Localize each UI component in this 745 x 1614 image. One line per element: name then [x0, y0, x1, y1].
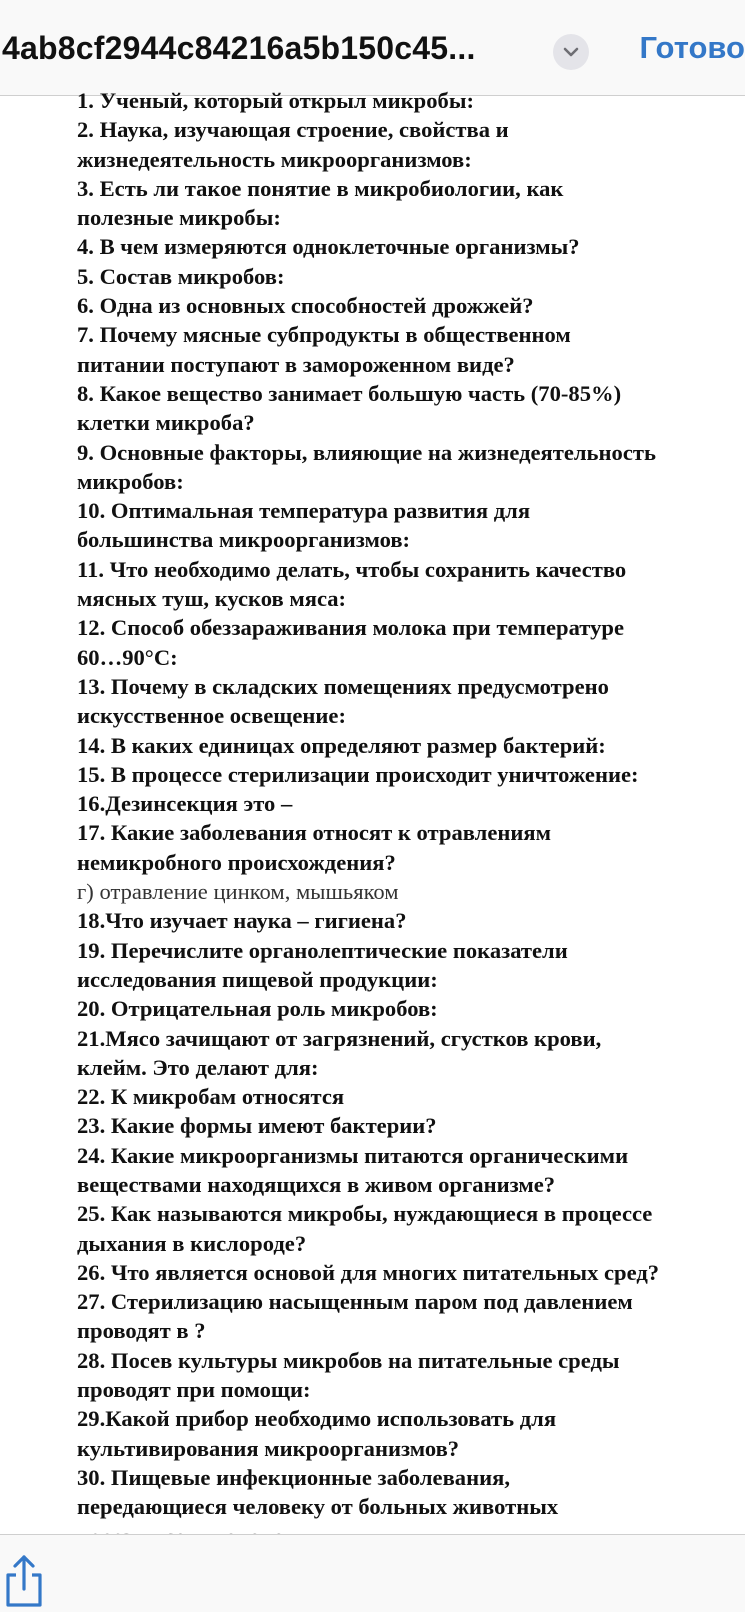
document-line: 13. Почему в складских помещениях предусмотрено: [77, 672, 742, 701]
document-line: 10. Оптимальная температура развития для: [77, 496, 742, 525]
chevron-down-icon: [563, 46, 579, 58]
done-button[interactable]: Готово: [640, 30, 745, 66]
document-line: питании поступают в замороженном виде?: [77, 350, 742, 379]
document-line: 15. В процессе стерилизации происходит уничтожение:: [77, 760, 742, 789]
document-line: 17. Какие заболевания относят к отравлениям: [77, 818, 742, 847]
document-line: 25. Как называются микробы, нуждающиеся в процессе: [77, 1199, 742, 1228]
document-line: 60…90°С:: [77, 643, 742, 672]
document-line: культивирования микроорганизмов?: [77, 1434, 742, 1463]
document-line: 26. Что является основой для многих питательных сред?: [77, 1258, 742, 1287]
document-line: 14. В каких единицах определяют размер бактерий:: [77, 731, 742, 760]
document-line: 22. К микробам относятся: [77, 1082, 742, 1111]
document-line: 6. Одна из основных способностей дрожжей?: [77, 291, 742, 320]
share-icon: [2, 1553, 46, 1609]
document-line: мясных туш, кусков мяса:: [77, 584, 742, 613]
document-line: 11. Что необходимо делать, чтобы сохранить качество: [77, 555, 742, 584]
document-line: 20. Отрицательная роль микробов:: [77, 994, 742, 1023]
document-line: клейм. Это делают для:: [77, 1053, 742, 1082]
document-line: 29.Какой прибор необходимо использовать для: [77, 1404, 742, 1433]
document-line: 21.Мясо зачищают от загрязнений, сгустков крови,: [77, 1024, 742, 1053]
document-line: полезные микробы:: [77, 203, 742, 232]
document-line: 30. Пищевые инфекционные заболевания,: [77, 1463, 742, 1492]
top-navigation-bar: [0, 0, 745, 96]
document-line: 28. Посев культуры микробов на питательные среды: [77, 1346, 742, 1375]
document-line: проводят в ?: [77, 1316, 742, 1345]
document-line: 24. Какие микроорганизмы питаются органическими: [77, 1141, 742, 1170]
document-line: веществами находящихся в живом организме?: [77, 1170, 742, 1199]
document-text: [77, 86, 742, 1551]
document-viewer[interactable]: [0, 96, 745, 1534]
share-button[interactable]: [2, 1553, 46, 1609]
document-line: микробов:: [77, 467, 742, 496]
document-line: клетки микроба?: [77, 408, 742, 437]
document-line: 12. Способ обеззараживания молока при температуре: [77, 613, 742, 642]
document-line: немикробного происхождения?: [77, 848, 742, 877]
document-line: 8. Какое вещество занимает большую часть (70-85%): [77, 379, 742, 408]
document-line: передающиеся человеку от больных животных: [77, 1492, 742, 1521]
document-line: 4. В чем измеряются одноклеточные организмы?: [77, 232, 742, 261]
document-line: 2. Наука, изучающая строение, свойства и: [77, 115, 742, 144]
document-line: 5. Состав микробов:: [77, 262, 742, 291]
document-title: 4ab8cf2944c84216a5b150c45...: [2, 30, 476, 67]
document-line: 3. Есть ли такое понятие в микробиологии, как: [77, 174, 742, 203]
document-line: 1. Ученый, который открыл микробы:: [77, 86, 742, 115]
document-line: искусственное освещение:: [77, 701, 742, 730]
document-line: жизнедеятельность микроорганизмов:: [77, 145, 742, 174]
document-line: 7. Почему мясные субпродукты в общественном: [77, 320, 742, 349]
document-line: 19. Перечислите органолептические показатели: [77, 936, 742, 965]
title-menu-button[interactable]: [553, 34, 589, 70]
document-line: 18.Что изучает наука – гигиена?: [77, 906, 742, 935]
document-line: 16.Дезинсекция это –: [77, 789, 742, 818]
document-line: исследования пищевой продукции:: [77, 965, 742, 994]
document-line: 23. Какие формы имеют бактерии?: [77, 1111, 742, 1140]
document-line: 9. Основные факторы, влияющие на жизнедеятельность: [77, 438, 742, 467]
document-line: большинства микроорганизмов:: [77, 525, 742, 554]
document-line: г) отравление цинком, мышьяком: [77, 877, 742, 906]
document-line: 27. Стерилизацию насыщенным паром под давлением: [77, 1287, 742, 1316]
document-line: проводят при помощи:: [77, 1375, 742, 1404]
document-line: дыхания в кислороде?: [77, 1229, 742, 1258]
bottom-toolbar: [0, 1534, 745, 1612]
